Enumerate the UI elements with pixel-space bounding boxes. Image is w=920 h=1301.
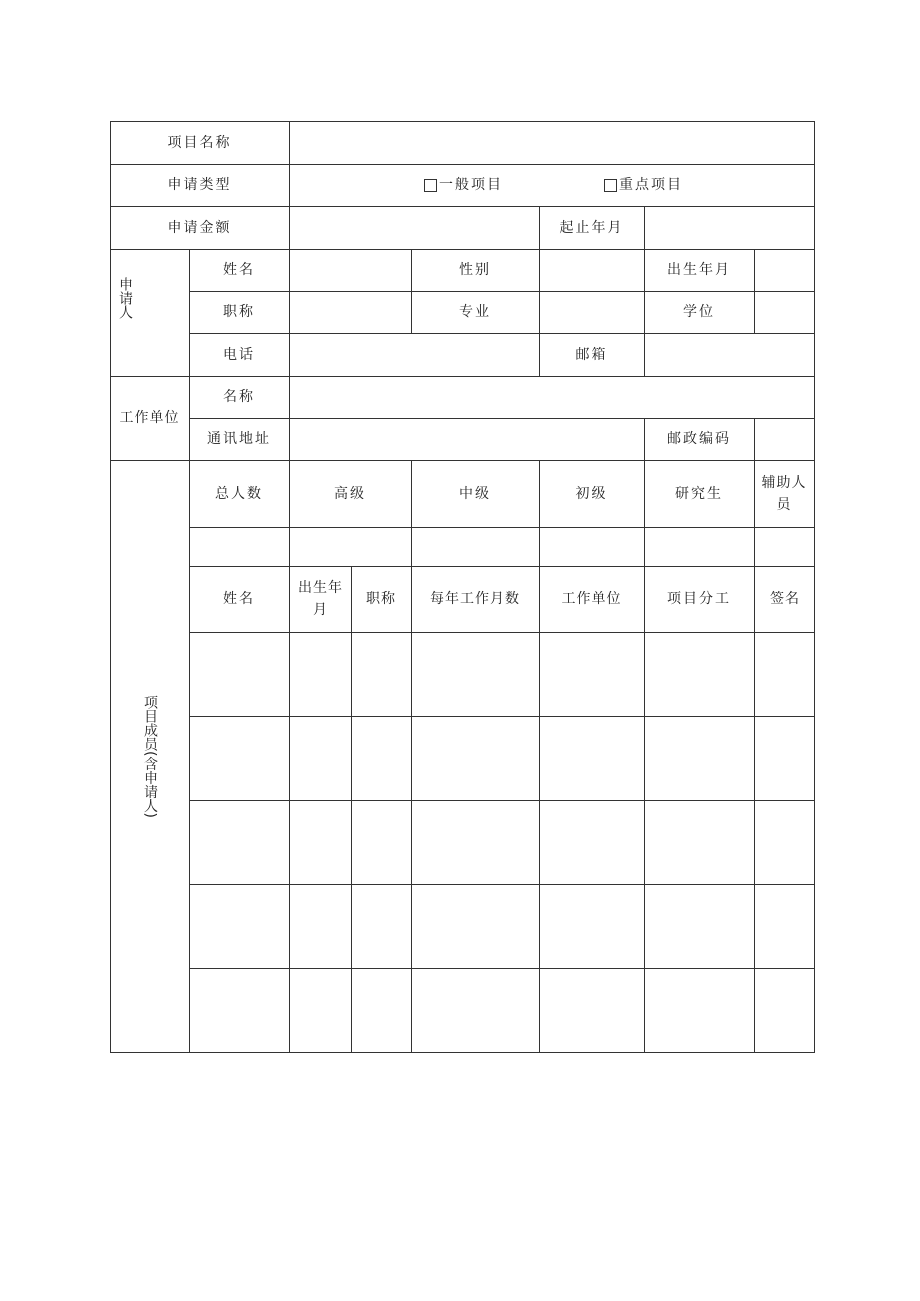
member-cell[interactable] xyxy=(755,885,814,968)
count-middle-input[interactable] xyxy=(412,528,539,566)
member-birth-header: 出生年月 xyxy=(298,580,343,618)
start-end-label: 起止年月 xyxy=(559,219,624,236)
postcode-input[interactable] xyxy=(755,419,814,460)
member-months-header: 每年工作月数 xyxy=(430,591,520,607)
member-role-header: 项目分工 xyxy=(667,591,731,607)
project-name-input[interactable] xyxy=(290,122,814,164)
birth-label: 出生年月 xyxy=(667,262,731,278)
member-cell[interactable] xyxy=(290,885,351,968)
member-cell[interactable] xyxy=(290,633,351,716)
gender-input[interactable] xyxy=(540,250,644,291)
applicant-label-text: 申请人 xyxy=(117,276,133,319)
member-cell[interactable] xyxy=(352,717,411,800)
member-cell[interactable] xyxy=(412,801,539,884)
member-cell[interactable] xyxy=(190,633,289,716)
member-cell[interactable] xyxy=(645,633,754,716)
count-graduate-header: 研究生 xyxy=(675,485,723,502)
member-cell[interactable] xyxy=(755,717,814,800)
workunit-name-label: 名称 xyxy=(223,389,255,405)
applicant-title-label: 职称 xyxy=(223,304,255,320)
member-cell[interactable] xyxy=(755,801,814,884)
checkbox-general[interactable] xyxy=(424,179,437,192)
postcode-label: 邮政编码 xyxy=(667,431,731,447)
member-cell[interactable] xyxy=(755,633,814,716)
member-name-header: 姓名 xyxy=(223,591,255,607)
option-general[interactable] xyxy=(424,164,514,206)
count-graduate-input[interactable] xyxy=(645,528,754,566)
apply-amount-input[interactable] xyxy=(290,207,539,249)
applicant-name-label: 姓名 xyxy=(223,262,255,278)
member-cell[interactable] xyxy=(540,633,644,716)
workunit-label: 工作单位 xyxy=(119,410,180,426)
option-key[interactable] xyxy=(604,164,694,206)
member-cell[interactable] xyxy=(190,969,289,1052)
member-cell[interactable] xyxy=(412,633,539,716)
birth-input[interactable] xyxy=(755,250,814,291)
members-label-text: 项目成员(含申请人) xyxy=(142,694,158,818)
degree-label: 学位 xyxy=(683,304,715,320)
count-assistant-header: 辅助人员 xyxy=(761,474,807,513)
member-cell[interactable] xyxy=(645,969,754,1052)
option-general-label: 一般项目 xyxy=(439,177,503,193)
checkbox-key[interactable] xyxy=(604,179,617,192)
address-label: 通讯地址 xyxy=(207,431,271,447)
project-name-label: 项目名称 xyxy=(167,134,232,151)
major-label: 专业 xyxy=(459,304,491,320)
count-junior-input[interactable] xyxy=(540,528,644,566)
apply-amount-label: 申请金额 xyxy=(167,219,232,236)
member-cell[interactable] xyxy=(540,885,644,968)
member-cell[interactable] xyxy=(290,801,351,884)
member-cell[interactable] xyxy=(412,969,539,1052)
member-cell[interactable] xyxy=(290,969,351,1052)
member-cell[interactable] xyxy=(540,801,644,884)
member-cell[interactable] xyxy=(352,885,411,968)
member-cell[interactable] xyxy=(540,717,644,800)
applicant-title-input[interactable] xyxy=(290,292,411,333)
grid-line xyxy=(110,1052,815,1053)
gender-label: 性别 xyxy=(459,262,491,278)
email-input[interactable] xyxy=(645,334,814,376)
count-senior-header: 高级 xyxy=(334,485,366,502)
member-cell[interactable] xyxy=(290,717,351,800)
count-middle-header: 中级 xyxy=(459,485,491,502)
degree-input[interactable] xyxy=(755,292,814,333)
member-cell[interactable] xyxy=(645,717,754,800)
member-cell[interactable] xyxy=(645,885,754,968)
apply-type-label: 申请类型 xyxy=(167,177,232,193)
member-cell[interactable] xyxy=(352,969,411,1052)
member-sign-header: 签名 xyxy=(770,591,800,607)
member-cell[interactable] xyxy=(352,633,411,716)
member-cell[interactable] xyxy=(190,885,289,968)
count-total-input[interactable] xyxy=(190,528,289,566)
count-assistant-input[interactable] xyxy=(755,528,814,566)
members-label xyxy=(142,460,158,1052)
member-cell[interactable] xyxy=(352,801,411,884)
member-cell[interactable] xyxy=(190,717,289,800)
email-label: 邮箱 xyxy=(575,346,608,363)
address-input[interactable] xyxy=(290,419,644,460)
phone-label: 电话 xyxy=(223,346,255,363)
workunit-name-input[interactable] xyxy=(290,377,814,418)
applicant-label xyxy=(110,249,140,376)
member-cell[interactable] xyxy=(412,885,539,968)
major-input[interactable] xyxy=(540,292,644,333)
start-end-input[interactable] xyxy=(645,207,814,249)
member-title-header: 职称 xyxy=(366,591,396,607)
member-cell[interactable] xyxy=(645,801,754,884)
option-key-label: 重点项目 xyxy=(619,177,683,193)
applicant-name-input[interactable] xyxy=(290,250,411,291)
member-cell[interactable] xyxy=(190,801,289,884)
count-junior-header: 初级 xyxy=(575,485,608,502)
phone-input[interactable] xyxy=(290,334,539,376)
member-cell[interactable] xyxy=(412,717,539,800)
count-senior-input[interactable] xyxy=(290,528,411,566)
count-total-header: 总人数 xyxy=(215,485,263,502)
member-cell[interactable] xyxy=(540,969,644,1052)
member-unit-header: 工作单位 xyxy=(561,591,622,607)
member-cell[interactable] xyxy=(755,969,814,1052)
